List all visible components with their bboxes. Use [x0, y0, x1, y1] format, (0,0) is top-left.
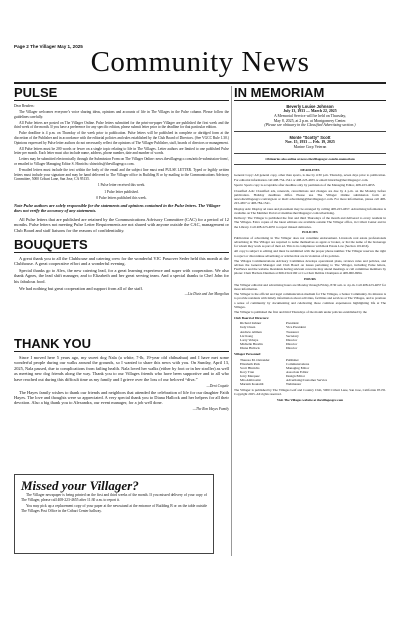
board-member: Larry Vebaye Director [240, 337, 298, 342]
bouquets-signature: —Liz Dietz and Jan Margolius [184, 292, 229, 297]
personnel-heading: Villager Personnel: [234, 352, 262, 357]
hours-heading: HOURS [304, 277, 316, 282]
hours-paragraph: The Villager is published the first and third Thursdays of the month under policies established by the [234, 310, 367, 315]
pulse-paragraph: All Pulse letters must be 200 words or fewer on a single topic relating to life in The Villages. Letter authors are limited to one published Pulse letter per month. Each letter must also include name, address, phone number, date and number of words. [14, 146, 229, 156]
masthead-rule [14, 82, 386, 84]
memoriam-line: A Memorial Service will be held on Thursday, [273, 113, 347, 118]
bouquets-paragraph: Special thanks go to Alex, the new catering lead, for a great learning experience and super with cooperation. We also thank Agnes, the lead shift manager, and to Elizabeth and her great serving team. And a special thanks to Chef John for his fabulous food. [14, 267, 229, 284]
bouquets-heading: BOUQUETS [14, 238, 229, 253]
personnel-list [234, 358, 386, 387]
deadlines-paragraph: General Copy: All general copy, other than sports, is due by 4:30 p.m. Thursday, seven days prior to publication. For editorial information call 408-754-1541 or 408-223-4655 or email: hinrichs@thevillagesgcc.com. [234, 173, 386, 182]
policies-paragraph: Publication of advertising in The Villager does not constitute endorsement. Livestock real estate professionals advertising in The Villager are required to name themselves as agent or broker, or list the name of the brokerage for whom they work as part of their ad. This is in compliance with Real Estate Law (Section 10140.6). [234, 235, 386, 248]
column-divider [231, 86, 232, 556]
missed-villager-title: Missed your Villager? [21, 478, 139, 493]
thank-you-section [14, 337, 229, 413]
board-member: Michelle Breslin Director [240, 341, 298, 346]
personnel-member: Mia Ambrosini Advertising/Customer Service [240, 378, 328, 383]
pulse-paragraph: The Villager welcomes everyone’s voice sharing ideas, opinions and accounts of life in The Villages in the Pulse column. Please follow the guidelines carefully. [14, 110, 229, 119]
personnel-member: Elizabeth Park Communications [240, 361, 310, 366]
personnel-member: Mariam Koutaldi Webmaster [240, 382, 302, 387]
deadlines-paragraph: Delivery: The Villager is published the first and third Thursdays of the month and delivered to every resident in The Villages. Extra copies of the latest editions are available outside The Villager office, in Cribari Center and in the Library. Call 408-223-4655 to report missed deliveries. [234, 216, 386, 229]
pulse-paragraph: All Pulse letters are posted on The Villager Online. Pulse letters submitted for the print-on-paper Villager are published the first week and the third week of the month. If you have a preference for any specific edition, please submit letter prior to the deadline for that particular edition. [14, 120, 229, 130]
personnel-member: Kory Tran Associate Editor [240, 369, 309, 374]
pulse-heading: PULSE [14, 86, 229, 101]
pulse-paragraph: Pulse deadline is 4 p.m. on Thursday of the week prior to publication. Pulse letters will be published in complete or abridged form at the discretion of the Publisher and in accordance with the editorial policies and rules established by the Club Board of Directors. (See VGCC Rule 1.30.) Opinions expressed by Pulse letter authors do not necessarily reflect the opinions of The Villager Publisher, staff, boards of directors or management. [14, 131, 229, 145]
pulse-count: 0 Pulse letters published this week. [96, 195, 147, 200]
thank-you-paragraph: Since I moved here 5 years ago, my sweet dog Nala (a white, 7-lb, 19-year old chihuahua) and I have met some wonderful people during our walks around the grounds, so I wanted to share this news with you. On Sunday, April 13, 2025, Nala passed, due to complications from failing health. Nala loved her walks (either by foot or in her stroller) as well as meeting new dog friends along the way. Thank you to our Villages friends who have been supportive and to all who have reached out during this difficult time as my family and I grieve over the loss of our beloved “diva.” [14, 355, 229, 382]
pulse-count: 1 Pulse letter published. [104, 189, 139, 194]
left-column [14, 86, 229, 299]
board-member: Judy Owen Vice President [240, 325, 306, 330]
deadlines-paragraph: Display Ads: Display ad rates and placement may be arranged by calling 408-223-4657. Advertising information is available on The Member Portal at: member.thevillagesgcc.com/advertising. [234, 206, 386, 215]
hours-paragraph: The Villager is the official and legal communication medium for The Villages, a Senior Community. Its mission is to provide residents with timely information about activities, facilities and services at The Villages, and to promote a sense of community by documenting and celebrating those common experiences highlighting life at The Villages. [234, 292, 386, 309]
missed-villager-box [14, 474, 214, 554]
pulse-salutation: Dear Readers: [14, 104, 35, 108]
pulse-note: Note Pulse authors are solely responsible for the statements and opinions contained in the Pulse letters. The Villager does not verify the accuracy of any statements. [14, 203, 221, 214]
thank-you-paragraph: The Hayes family wishes to thank our friends and neighbors that attended the celebration of life for our daughter Faith Hayes. The love and thoughts were so appreciated. A very special thank you to Diana Hallock and her helpers for all their devotion. Also a big thank you to Alexandra, our event manager, for a job well done. [14, 389, 229, 406]
memoriam-line: (Please see obituary in the Classified Advertising section.) [264, 123, 356, 128]
pulse-count: 1 Pulse letter received this week. [97, 183, 146, 188]
memoriam-dates: Nov. 15, 1933 — Feb. 19, 2025 [285, 140, 335, 145]
policies-paragraph: The Villages Communications Advisory Committee develops operational plans, reviews rules and policies, and advises the General Manager and Club Board on issues pertaining to The Villager, including Pulse letters, FastNews and the website. Residents having relevant concerns may attend meetings or call committee members by phone: Chair Barbara Dunman at 669-234-9160 or Co-Chair Debbie Champion at 408-960-6994. [234, 259, 386, 276]
pulse-paragraph: Letters may be submitted electronically through the Submission Form on The Villager Online: news.thevillagesgcc.com/article-submission-form/, or emailed to Villager Managing Editor S. Hinrichs: shinrichs@thevillagesgcc.com. [14, 157, 229, 167]
deadlines-heading: DEADLINES [300, 167, 320, 172]
memoriam-entry [234, 135, 386, 150]
thank-you-heading: THANK YOU [14, 337, 229, 352]
right-column [234, 86, 386, 404]
missed-paragraph: You may pick up a replacement copy of your paper at the newsstand at the entrance of Building B or on the table outside The Villages Post Office in the Cribari Center hallway. [21, 503, 207, 513]
memoriam-dates: July 13, 1933 — March 22, 2025 [283, 109, 337, 113]
missed-paragraph: The Villager newspaper is being printed on the first and third weeks of the month. If you missed delivery of your copy of The Villager, please call 408-223-4655 after 11:30 a.m. to report it. [21, 493, 207, 502]
personnel-member: Scott Hinrichs Managing Editor [240, 365, 310, 370]
memoriam-heading: IN MEMORIAM [234, 86, 386, 101]
publisher-notice: The Villager is published by The Villages Golf and Country Club, 5000 Cribari Lane, San Jose, California 95135. Copyright 2025. All rights reserved. [234, 388, 386, 397]
board-member: Richard Zehner President [240, 321, 299, 326]
deadlines-paragraph: Sports: Sports copy is acceptable after deadline only by permission of the Managing Editor, 408-223-4655. [234, 183, 376, 188]
memoriam-name: Monte "Scotty" Scott [289, 135, 331, 141]
board-list [234, 321, 386, 350]
board-member: Liz Kong Secretary [240, 333, 299, 338]
page-header-line: Page 2 The Villager May 1, 2025 [14, 44, 83, 49]
memoriam-name: Beverly Louise Johnson [286, 104, 334, 109]
policies-heading: POLICIES [302, 230, 318, 235]
website-link[interactable]: Visit The Villages website at thevillagesgcc.com [276, 397, 344, 402]
memoriam-entry [234, 104, 386, 128]
thank-you-signature: —Deni Coquiie [206, 383, 229, 388]
deadlines-paragraph: Classified Ads: Classified ads, renewals, cancellations and changes are due by 4 p.m. on the Monday before publication. Holiday deadlines differ. Please use The Villager Online submission form at: news.thevillagesgcc.com/sign-in or mail: advertising@thevillagesgcc.com. For more information, please call 408-223-4657 or 408-784-1541. [234, 188, 386, 206]
board-member: Andrew Altman Treasurer [240, 329, 299, 334]
pulse-paragraph: E-mailed letters must include the text within the body of the email and the subject line must read PULSE LETTER. Typed or legibly written letters must include your signature and may be hand delivered to The Villager office in Building B or by mailing to the Communications Advisory Committee, 5000 Cribari Lane, San Jose, CA 95135. [14, 168, 229, 182]
board-member: Diana Hallock Director [240, 345, 298, 350]
board-heading: Club Board of Directors: [234, 315, 270, 320]
section-masthead: Community News [90, 46, 310, 78]
personnel-member: Theresa M. Ostrander Publisher [240, 357, 299, 362]
pulse-closing: All Pulse letters that are published are retained by the Communications Advisory Committee (CAC) for a period of 12 months. Pulse letters not meeting Pulse Letter Requirements are not shared with anyone outside the CAC, management or Club Board and staff liaisons for the reasons of confidentiality. [14, 216, 229, 233]
policies-paragraph: All copy is subject to editing and must be submitted with the proper phone number. The Villager reserves the right to reject or discontinue advertising or articles that are in violation of its policies. [234, 249, 386, 258]
bouquets-paragraph: A great thank you to all the Clubhouse and catering crew for the wonderful VJC Passover Seder held this month at the Clubhouse. A great cooperative effort and a wonderful evening. [14, 255, 229, 266]
memoriam-line: Marine Corp Veteran [293, 144, 327, 149]
bouquets-paragraph: We had nothing but great cooperation and support from all of the staff. [19, 285, 144, 291]
thank-you-signature: —The Ron Hayes Family [192, 407, 229, 412]
hours-paragraph: The Villager editorial and advertising hours are Monday through Friday, 8:30 a.m. to 4 p.m. Call 408-223-4657 for more information. [234, 282, 386, 291]
personnel-member: Jerry Marquez Design Editor [240, 374, 305, 378]
memoriam-online: Obituaries also online at news.thevillagesgcc.com/in-memoriam [265, 156, 355, 161]
memoriam-line: May 8, 2025, at 2 p.m. at Montgomery Center. [273, 118, 347, 123]
